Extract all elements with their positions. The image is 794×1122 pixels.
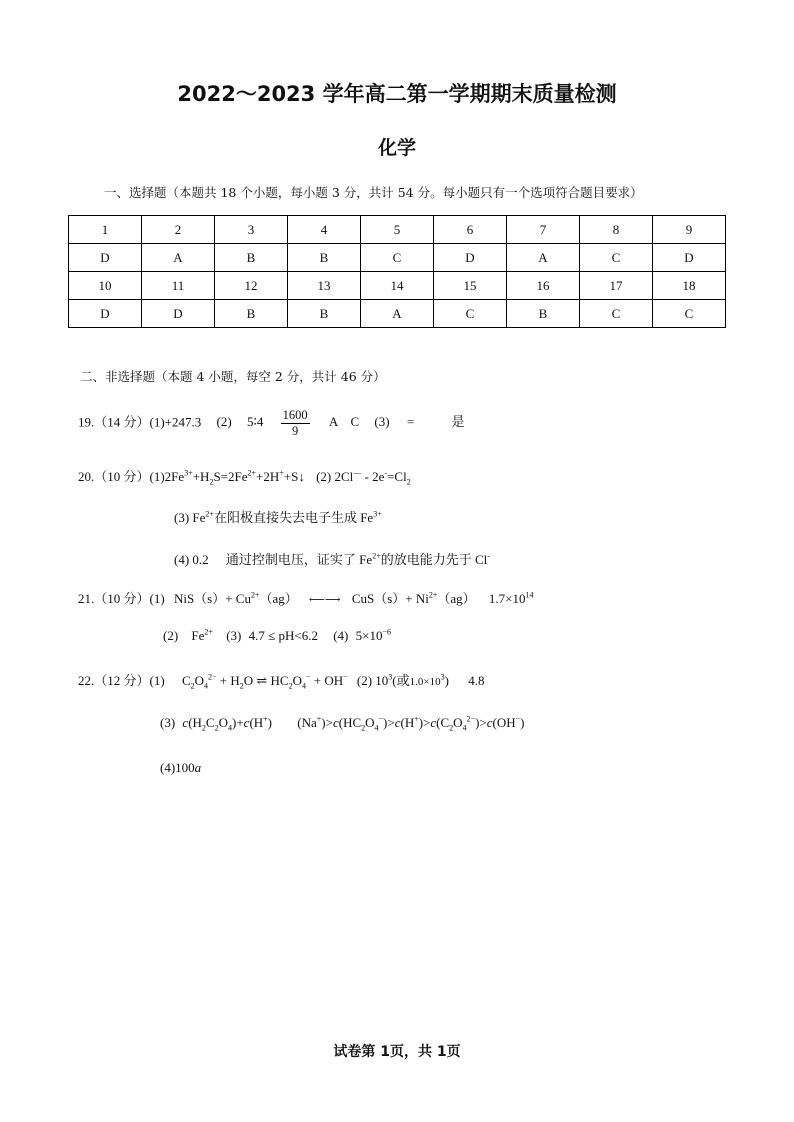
q20-line1 <box>78 466 411 485</box>
table-cell: 3 <box>215 216 288 244</box>
table-cell: D <box>653 244 726 272</box>
table-cell: 8 <box>580 216 653 244</box>
q22-line2: (3) $c(H_2C_2O_4)+c(H^+)$ $(Na^+)>c(HC_2O_4^-)>c(H^+)>c(C_2O_4^{2-})>c(OH^-)$ <box>160 714 525 733</box>
page-title: 2022～2023 学年高二第一学期期末质量检测 <box>177 82 617 106</box>
table-cell: 5 <box>361 216 434 244</box>
q19-ratio: 5∶4 <box>246 414 264 430</box>
table-cell: 6 <box>434 216 507 244</box>
table-cell: A <box>142 244 215 272</box>
q20-part2: (2) $2Cl^— - 2e^-=Cl_2$ <box>316 468 411 487</box>
q22-part3-expression: $c(H_2C_2O_4)+c(H^+)$ <box>182 714 273 733</box>
table-cell: 2 <box>142 216 215 244</box>
table-cell: 4 <box>288 216 361 244</box>
table-cell: 12 <box>215 272 288 300</box>
table-cell: C <box>653 300 726 328</box>
q21-ph-range: 4.7 ≤ pH<6.2 <box>248 628 318 643</box>
q20-part4-value: (4) 0.2 <box>174 552 209 567</box>
q19-part3-label: (3) <box>374 414 390 430</box>
q22-label: 22.（12 分） <box>78 673 150 688</box>
q19-line <box>78 408 464 439</box>
q19-label: 19.（14 分） <box>78 414 150 430</box>
table-cell: D <box>142 300 215 328</box>
table-cell: 13 <box>288 272 361 300</box>
page-footer: 试卷第 1页，共 1页 <box>333 1044 461 1060</box>
table-row <box>69 244 726 272</box>
table-row <box>69 272 726 300</box>
table-cell: D <box>69 244 142 272</box>
table-cell: 11 <box>142 272 215 300</box>
table-cell: C <box>434 300 507 328</box>
table-cell: 1 <box>69 216 142 244</box>
table-cell: 10 <box>69 272 142 300</box>
table-row <box>69 216 726 244</box>
table-cell: B <box>288 244 361 272</box>
answer-table <box>68 215 726 328</box>
table-cell: A <box>361 300 434 328</box>
q21-label: 21.（10 分） <box>78 591 150 606</box>
equilibrium-arrow-icon: ⟵⟶ <box>309 594 341 606</box>
q20-line3 <box>174 549 490 568</box>
table-cell: 7 <box>507 216 580 244</box>
q19-options: A C <box>328 414 360 430</box>
q20-line2: (3) $Fe^{2+}$在阳极直接失去电子生成 $Fe^{3+}$ <box>174 509 382 525</box>
table-cell: 15 <box>434 272 507 300</box>
q19-equal: = <box>406 414 415 430</box>
q21-k-value: $1.7\times 10^{14}$ <box>488 590 534 606</box>
q19-fraction: $\frac{1600}{9}$ <box>282 408 308 438</box>
table-cell: B <box>288 300 361 328</box>
q22-part2-value: 4.8 <box>468 673 485 688</box>
q21-products: $CuS(s)+ Ni^{2+}(ag)$ <box>351 590 476 606</box>
subject-heading: 化学 <box>377 137 416 159</box>
table-cell: 16 <box>507 272 580 300</box>
q22-concentration-order: $(Na^+)>c(HC_2O_4^-)>c(H^+)>c(C_2O_4^{2-})>c(OH^-)$ <box>297 714 525 733</box>
q22-line3: (4)100a <box>160 760 202 775</box>
table-cell: D <box>434 244 507 272</box>
section2-heading: 二、非选择题（本题 4 小题，每空 2 分，共计 46 分） <box>80 369 386 384</box>
q21-reactants: $NiS(s)+ Cu^{2+}(ag)$ <box>173 590 298 606</box>
q19-part2-label: (2) <box>216 414 232 430</box>
q19-yes: 是 <box>451 414 465 430</box>
q21-line1: 21.（10 分）(1) $NiS(s)+ Cu^{2+}(ag)$ ⟵⟶ $CuS(s)+ Ni^{2+}(ag)$ $1.7\times 10^{14}$ <box>78 590 534 606</box>
table-cell: D <box>69 300 142 328</box>
table-cell: C <box>361 244 434 272</box>
q19-part1: (1)+247.3 <box>149 414 202 430</box>
table-cell: B <box>215 300 288 328</box>
table-row <box>69 300 726 328</box>
section1-heading: 一、选择题（本题共 18 个小题，每小题 3 分，共计 54 分。每小题只有一个选项符合题目要求） <box>104 185 643 200</box>
table-cell: B <box>215 244 288 272</box>
q20-part4-text: 通过控制电压，证实了 $Fe^{2+}$的放电能力先于 Cl- <box>225 551 490 567</box>
q20-part1: $(1)2Fe^{3+}+H_2S=2Fe^{2+}+2H^++S↓$ <box>149 468 305 487</box>
q20-label: 20.（10 分） <box>78 469 150 484</box>
table-cell: B <box>507 300 580 328</box>
q22-part2: (2) $10^3$(或$1.0\times 10^3$) <box>356 672 449 688</box>
q21-line2: (2) $Fe^{2+}$ (3) 4.7 ≤ pH<6.2 (4) $5\times 10^{-6}$ <box>163 627 391 643</box>
table-cell: 14 <box>361 272 434 300</box>
table-cell: A <box>507 244 580 272</box>
table-cell: 17 <box>580 272 653 300</box>
table-cell: 18 <box>653 272 726 300</box>
q22-hydrolysis-equation: $C_2O_4^{2-} + H_2O$ ⇌ $HC_2O_4^- + OH^-$ <box>181 672 348 691</box>
table-cell: C <box>580 244 653 272</box>
table-cell: C <box>580 300 653 328</box>
q22-line1: 22.（12 分）(1) $C_2O_4^{2-} + H_2O$ ⇌ $HC_2O_4^- + OH^-$ (2) $10^3$(或$1.0\times 10^3$) 4.8 <box>78 672 485 691</box>
table-cell: 9 <box>653 216 726 244</box>
